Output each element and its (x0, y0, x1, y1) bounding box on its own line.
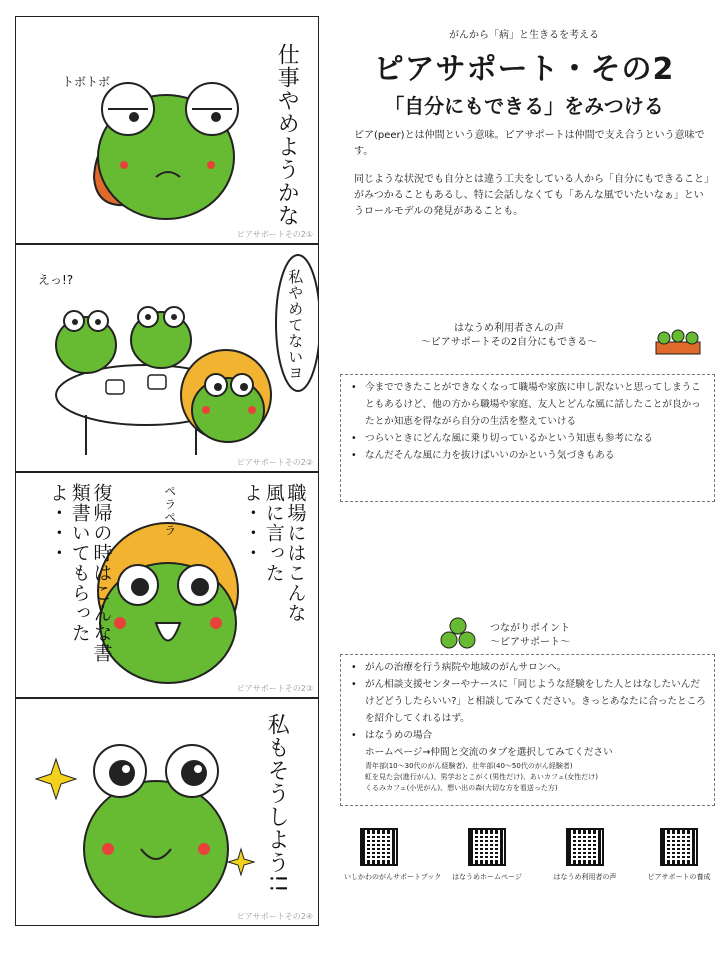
qr-code-icon (360, 828, 398, 866)
panel-1-caption: ピアサポートその2① (236, 230, 313, 239)
manga-panel-4 (15, 698, 319, 926)
groups-line-2: 虹を見た会(進行がん)、男学おとこがく(男性だけ)、あいカフェ(女性だけ) (365, 773, 599, 781)
points-item: • がんの治療を行う病院や地域のがんサロンへ。 (349, 659, 706, 676)
qr-label: ピアサポートの養成 (647, 873, 711, 881)
voices-item: • つらいときにどんな風に乗り切っているかという知恵も参考になる (349, 430, 706, 447)
points-heading-subtitle: ～ピアサポート～ (490, 637, 570, 648)
panel-2-dialogue: 私やめてないヨ (286, 269, 305, 381)
frogs-group-icon (654, 322, 702, 356)
qr-user-voices[interactable] (550, 828, 620, 882)
groups-line-1: 青年部(10～30代のがん経験者)、壮年部(40～50代のがん経験者) (365, 762, 573, 770)
voices-heading (344, 322, 674, 350)
sfx-e: えっ!? (38, 273, 74, 287)
panel-4-dialogue: 私もそうしよう!! (264, 713, 290, 894)
voices-heading-title: はなうめ利用者さんの声 (454, 323, 564, 334)
sfx-tobotobo: トボトボ (62, 75, 111, 89)
voices-heading-subtitle: ～ピアサポートその2自分にもできる～ (420, 337, 598, 348)
qr-code-icon (566, 828, 604, 866)
intro-text (354, 128, 709, 220)
qr-homepage[interactable] (452, 828, 522, 882)
groups-line-3: くるみカフェ(小児がん)、想い出の森(大切な方を看送った方) (365, 784, 558, 792)
sfx-perapera: ペラペラ (162, 485, 177, 537)
qr-code-icon (468, 828, 506, 866)
qr-code-icon (660, 828, 698, 866)
qr-label: いしかわのがんサポートブック (344, 873, 442, 881)
qr-peer-training[interactable] (644, 828, 714, 882)
points-item: • がん相談支援センターやナースに「同じような経験をした人とはなしたいんだけどどうしたらいい?」と相談してみてください。きっとあなたに合ったところを紹介してくれるはず。 (349, 676, 706, 727)
panel-3-dialogue-1: 職場にはこんな風に言ったよ・・・ (240, 483, 307, 623)
panel-2-caption: ピアサポートその2② (236, 458, 313, 467)
qr-label: はなうめ利用者の声 (553, 873, 617, 881)
panel-3-dialogue-2: 復帰の時はこんな書類書いてもらったよ・・・ (46, 483, 113, 663)
page-subtitle: 「自分にもできる」をみつける (384, 94, 664, 118)
voices-list (340, 374, 715, 502)
manga-panel-2 (15, 244, 319, 472)
qr-support-book[interactable] (344, 828, 442, 882)
panel-3-caption: ピアサポートその2③ (236, 684, 313, 693)
points-heading-title: つながりポイント (490, 623, 570, 634)
panel-1-dialogue: 仕事やめようかな (274, 43, 300, 227)
points-list (340, 654, 715, 806)
header-kicker: がんから「病」と生きるを考える (449, 30, 599, 41)
manga-panel-3 (15, 472, 319, 698)
intro-paragraph-1: ピア(peer)とは仲間という意味。ピアサポートは仲間で支え合うという意味です。 (354, 130, 705, 157)
qr-label: はなうめホームページ (452, 873, 522, 881)
intro-paragraph-2: 同じような状況でも自分とは違う工夫をしている人から「自分にもできること」がみつかることもあるし、特に会話しなくても「あんな風でいたいなぁ」というロールモデルの発見があることも。 (354, 174, 709, 217)
hanaume-instruction: ホームページ→仲間と交流のタブを選択してみてください (365, 747, 613, 758)
points-item: • はなうめの場合 (349, 727, 706, 744)
voices-item: • なんだそんな風に力を抜けばいいのかという気づきもある (349, 447, 706, 464)
voices-item: • 今までできたことができなくなって職場や家族に申し訳ないと思ってしまうこともあるけど、他の方から職場や家庭、友人とどんな風に話したことが良かったとか知恵を得ながら自分の生活を整えていける (349, 379, 706, 430)
panel-4-caption: ピアサポートその2④ (236, 912, 313, 921)
manga-panel-1 (15, 16, 319, 244)
points-heading (450, 622, 610, 650)
page-title: ピアサポート・その2 (373, 52, 675, 87)
